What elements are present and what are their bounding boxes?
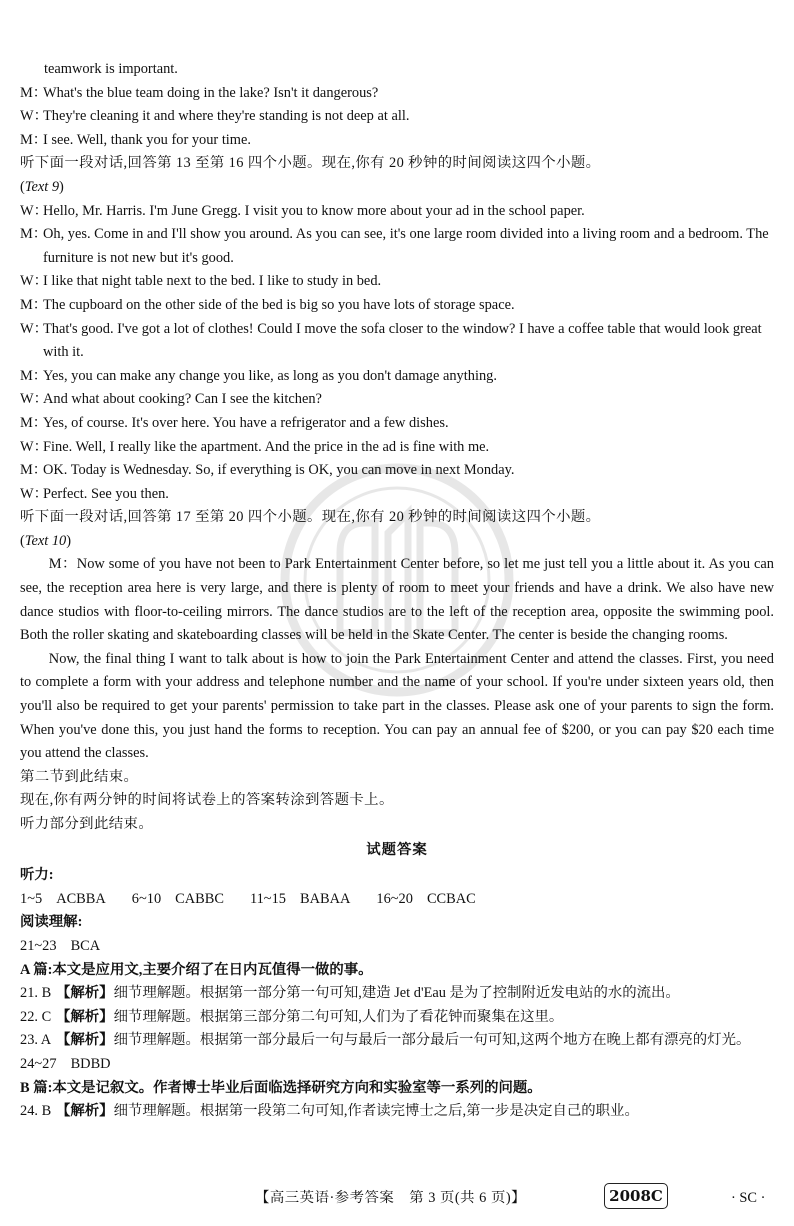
dialogue-line (20, 223, 774, 270)
instructions-13-16: 听下面一段对话,回答第 13 至第 16 四个小题。现在,你有 20 秒钟的时间阅读这四个小题。 (20, 155, 601, 172)
speaker-label: W： (20, 202, 48, 219)
speaker-label: M： (20, 131, 48, 148)
closing-line: 第二节到此结束。 (20, 768, 139, 785)
analysis-tag: 【解析】 (56, 1032, 114, 1049)
answer-letters: CCBAC (426, 890, 476, 907)
speaker-label: W： (20, 108, 48, 125)
dialogue-text: Yes, you can make any change you like, as long as you don't damage anything. (43, 367, 497, 384)
footer-label: 【高三英语·参考答案 第 3 页(共 6 页)】 (255, 1190, 527, 1206)
dialogue-line (20, 82, 774, 106)
answer-letters: BABAA (300, 890, 351, 907)
analysis-text: 细节理解题。根据第一段第二句可知,作者读完博士之后,第一步是决定自己的职业。 (113, 1103, 639, 1120)
text9-dialogue (20, 200, 774, 507)
reading-label: 阅读理解: (20, 914, 83, 931)
dialogue-line (20, 105, 774, 129)
analysis-tag: 【解析】 (56, 1008, 114, 1025)
passage-b-summary: B 篇:本文是记叙文。作者博士毕业后面临选择研究方向和实验室等一系列的问题。 (20, 1079, 542, 1096)
dialogue-text: Yes, of course. It's over here. You have a refrigerator and a few dishes. (43, 414, 449, 431)
text8-dialogue (20, 82, 774, 153)
dialogue-line (20, 436, 774, 460)
answers-heading: 试题答案 (366, 841, 428, 858)
text9-label: (Text 9) (20, 178, 64, 195)
dialogue-line (20, 129, 774, 153)
item-number: 23. A (20, 1032, 52, 1049)
dialogue-line (20, 294, 774, 318)
item-number: 24. B (20, 1103, 52, 1120)
answer-group (20, 1053, 111, 1077)
dialogue-text: Oh, yes. Come in and I'll show you around. As you can see, it's one large room divided into a living room and a bedroom. The furniture is not new but it's good. (43, 226, 769, 266)
analysis-text: 细节理解题。根据第三部分第二句可知,人们为了看花钟而聚集在这里。 (113, 1008, 564, 1025)
speaker-label: M： (20, 226, 48, 243)
analysis-tag: 【解析】 (56, 1103, 114, 1120)
answer-letters: BCA (70, 937, 101, 954)
answer-letters: CABBC (175, 890, 224, 907)
closing-line: 听力部分到此结束。 (20, 816, 154, 832)
speaker-label: M： (20, 84, 48, 101)
dialogue-line (20, 388, 774, 412)
speaker-label: M： (20, 462, 48, 479)
dialogue-line (20, 318, 774, 365)
passage-a-analysis (20, 982, 774, 1053)
dialogue-line (20, 412, 774, 436)
answer-group (20, 935, 100, 959)
answer-range: 11~15 (249, 890, 286, 907)
dialogue-text: They're cleaning it and where they're standing is not deep at all. (43, 108, 410, 125)
passage-a-summary: A 篇:本文是应用文,主要介绍了在日内瓦值得一做的事。 (20, 961, 373, 978)
continued-line: teamwork is important. (44, 61, 178, 77)
page-footer (0, 1183, 794, 1211)
analysis-tag: 【解析】 (56, 985, 114, 1002)
item-body (44, 1100, 774, 1124)
speaker-label: W： (20, 273, 48, 290)
answer-range: 16~20 (376, 890, 413, 907)
answer-letters: ACBBA (56, 890, 106, 907)
speaker-label: W： (20, 320, 48, 337)
text9-label-text: Text 9 (24, 178, 60, 195)
dialogue-line (20, 270, 774, 294)
answer-range: 21~23 (20, 937, 57, 954)
reading-answers-24-27 (20, 1053, 774, 1077)
answer-letters: BDBD (70, 1055, 111, 1072)
item-body (44, 1006, 774, 1030)
page-content (20, 58, 774, 1124)
dialogue-line (20, 200, 774, 224)
answer-group (376, 888, 475, 912)
listening-label: 听力: (20, 867, 54, 884)
dialogue-text: The cupboard on the other side of the bed is big so you have lots of storage space. (43, 296, 515, 313)
dialogue-line (20, 483, 774, 507)
text10-label-text: Text 10 (24, 532, 67, 549)
text10-label: (Text 10) (20, 532, 72, 549)
listening-answers (20, 888, 774, 912)
analysis-text: 细节理解题。根据第一部分第一句可知,建造 Jet d'Eau 是为了控制附近发电站的水的流出。 (113, 985, 680, 1002)
answer-range: 1~5 (20, 890, 43, 907)
item-number: 22. C (20, 1008, 52, 1025)
reading-answers-21-23 (20, 935, 774, 959)
dialogue-text: Hello, Mr. Harris. I'm June Gregg. I visit you to know more about your ad in the school paper. (43, 202, 585, 219)
dialogue-text: That's good. I've got a lot of clothes! Could I move the sofa closer to the window? I have a coffee table that would look great with it. (43, 320, 762, 361)
dialogue-line (20, 459, 774, 483)
dialogue-text: I like that night table next to the bed. I like to study in bed. (43, 273, 382, 290)
dialogue-text: And what about cooking? Can I see the kitchen? (43, 391, 322, 408)
analysis-item (20, 1100, 774, 1124)
instructions-17-20: 听下面一段对话,回答第 17 至第 20 四个小题。现在,你有 20 秒钟的时间阅读这四个小题。 (20, 509, 601, 526)
speaker-label: W： (20, 485, 48, 502)
item-body (44, 1029, 774, 1053)
item-body (44, 982, 774, 1006)
speaker-label: M： (20, 367, 48, 384)
dialogue-text: OK. Today is Wednesday. So, if everything is OK, you can move in next Monday. (43, 462, 515, 479)
speaker-label: W： (20, 391, 48, 408)
analysis-text: 细节理解题。根据第一部分最后一句与最后一部分最后一句可知,这两个地方在晚上都有漂亮的灯光。 (113, 1032, 751, 1049)
footer-code-box: 2008C (604, 1183, 668, 1209)
speaker-label: W： (20, 438, 48, 455)
passage-b-analysis (20, 1100, 774, 1124)
dialogue-text: Fine. Well, I really like the apartment. And the price in the ad is fine with me. (43, 438, 490, 455)
text10-paragraph: Now, the final thing I want to talk about is how to join the Park Entertainment Center and attend the classes. First, you need to complete a form with your address and telephone number and the name of your school. If you're under sixteen years old, then you'll also be required to get your parents' permission to take part in the classes. Please ask one of your parents to sign the form. When you've done this, you just hand the forms to reception. You can pay an annual fee of $200, or you can pay $20 each time you attend the classes. (20, 650, 774, 762)
text10-paragraph: M：Now some of you have not been to Park Entertainment Center before, so let me just tell you a little about it. As you can see, the reception area here is very large, and there is plenty of room to meet your friends and have a drink. We also have new dance studios with floor-to-ceiling mirrors. The dance studios are to the left of the reception area, opposite the swimming pool. Both the roller skating and skateboarding classes will be held in the Skate Center. The center is beside the changing rooms. (20, 556, 774, 644)
footer-mark: · SC · (731, 1190, 766, 1206)
speaker-label: M： (20, 296, 48, 313)
dialogue-line (20, 365, 774, 389)
answer-group (250, 888, 350, 912)
analysis-item (20, 1029, 774, 1053)
analysis-item (20, 1006, 774, 1030)
answer-group (132, 888, 224, 912)
closing-line: 现在,你有两分钟的时间将试卷上的答案转涂到答题卡上。 (20, 792, 394, 809)
dialogue-text: Perfect. See you then. (43, 485, 169, 502)
dialogue-text: What's the blue team doing in the lake? Isn't it dangerous? (43, 84, 379, 101)
dialogue-text: I see. Well, thank you for your time. (43, 131, 251, 148)
item-number: 21. B (20, 985, 52, 1002)
speaker-label: M： (20, 414, 48, 431)
answer-range: 6~10 (131, 890, 162, 907)
answer-range: 24~27 (20, 1055, 57, 1072)
analysis-item (20, 982, 774, 1006)
answer-group (20, 888, 106, 912)
